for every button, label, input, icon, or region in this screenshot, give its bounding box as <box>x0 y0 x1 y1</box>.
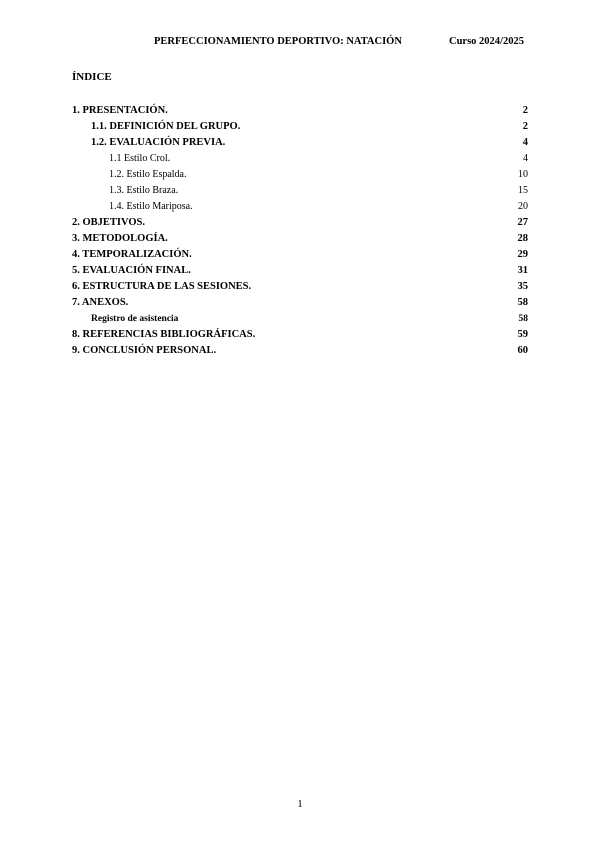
toc-entry-temporalizacion[interactable] <box>72 247 528 263</box>
toc-entry-label: 4. TEMPORALIZACIÓN. <box>72 249 192 260</box>
toc-entry-estilo-braza[interactable] <box>72 183 528 199</box>
document-title: PERFECCIONAMIENTO DEPORTIVO: NATACIÓN <box>154 36 402 47</box>
toc-entry-estilo-mariposa[interactable] <box>72 199 528 215</box>
toc-entry-label: 6. ESTRUCTURA DE LAS SESIONES. <box>72 281 252 292</box>
toc-entry-page: 15 <box>518 185 528 196</box>
toc-entry-label: Registro de asistencia <box>91 314 179 324</box>
index-heading: ÍNDICE <box>72 71 112 83</box>
toc-entry-metodologia[interactable] <box>72 231 528 247</box>
toc-entry-page: 10 <box>518 169 528 180</box>
toc-entry-estilo-crol[interactable] <box>72 151 528 167</box>
toc-entry-page: 27 <box>517 217 528 228</box>
toc-entry-page: 58 <box>517 297 528 308</box>
toc-entry-page: 28 <box>517 233 528 244</box>
toc-entry-page: 58 <box>518 314 528 324</box>
toc-entry-referencias[interactable] <box>72 327 528 343</box>
toc-entry-label: 9. CONCLUSIÓN PERSONAL. <box>72 345 217 356</box>
toc-entry-estilo-espalda[interactable] <box>72 167 528 183</box>
toc-entry-conclusion[interactable] <box>72 343 528 359</box>
toc-entry-label: 7. ANEXOS. <box>72 297 129 308</box>
toc-entry-registro-asistencia[interactable] <box>72 311 528 327</box>
toc-entry-presentacion[interactable] <box>72 103 528 119</box>
toc-entry-page: 2 <box>522 121 528 132</box>
toc-entry-estructura-sesiones[interactable] <box>72 279 528 295</box>
toc-entry-label: 5. EVALUACIÓN FINAL. <box>72 265 191 276</box>
toc-entry-objetivos[interactable] <box>72 215 528 231</box>
toc-entry-page: 4 <box>523 153 528 164</box>
toc-entry-anexos[interactable] <box>72 295 528 311</box>
toc-entry-label: 1.2. EVALUACIÓN PREVIA. <box>91 137 226 148</box>
toc-entry-label: 1.4. Estilo Mariposa. <box>109 201 193 212</box>
toc-entry-label: 1.1 Estilo Crol. <box>109 153 171 164</box>
table-of-contents <box>72 103 528 359</box>
toc-entry-label: 1. PRESENTACIÓN. <box>72 105 168 116</box>
page-number: 1 <box>297 798 303 810</box>
toc-entry-evaluacion-final[interactable] <box>72 263 528 279</box>
toc-entry-page: 60 <box>517 345 528 356</box>
toc-entry-label: 1.3. Estilo Braza. <box>109 185 179 196</box>
toc-entry-page: 20 <box>518 201 528 212</box>
toc-entry-page: 35 <box>517 281 528 292</box>
toc-entry-label: 3. METODOLOGÍA. <box>72 233 168 244</box>
toc-entry-page: 59 <box>517 329 528 340</box>
toc-entry-evaluacion-previa[interactable] <box>72 135 528 151</box>
toc-entry-label: 1.1. DEFINICIÓN DEL GRUPO. <box>91 121 241 132</box>
toc-entry-page: 31 <box>517 265 528 276</box>
toc-entry-page: 29 <box>517 249 528 260</box>
page-header <box>0 36 600 50</box>
course-year: Curso 2024/2025 <box>449 36 524 47</box>
toc-entry-label: 2. OBJETIVOS. <box>72 217 146 228</box>
toc-entry-label: 8. REFERENCIAS BIBLIOGRÁFICAS. <box>72 329 256 340</box>
toc-entry-page: 2 <box>522 105 528 116</box>
toc-entry-page: 4 <box>522 137 528 148</box>
toc-entry-definicion-grupo[interactable] <box>72 119 528 135</box>
toc-entry-label: 1.2. Estilo Espalda. <box>109 169 187 180</box>
